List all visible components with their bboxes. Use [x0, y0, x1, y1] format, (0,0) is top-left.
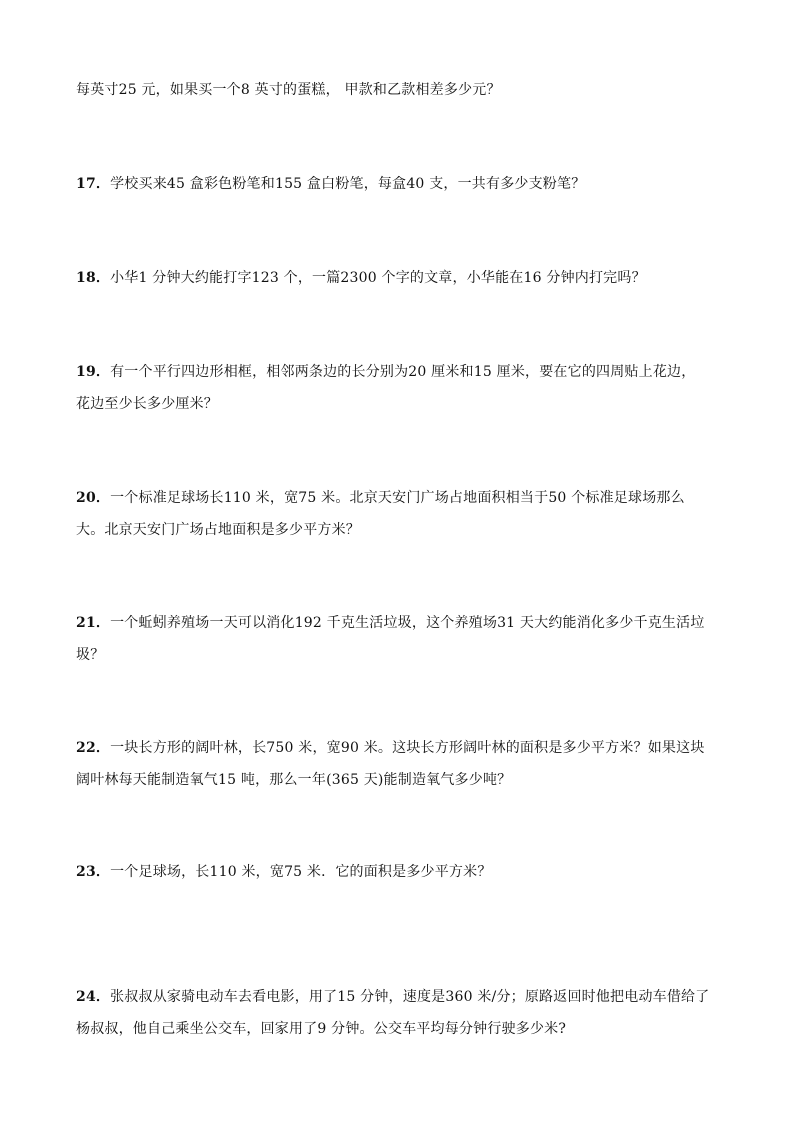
question-text: 一个蚯蚓养殖场一天可以消化192 千克生活垃圾，这个养殖场31 天大约能消化多少千克生活垃 — [110, 615, 705, 631]
question-23 — [76, 862, 726, 882]
question-text: 有一个平行四边形相框，相邻两条边的长分别为20 厘米和15 厘米，要在它的四周贴上花边， — [110, 364, 696, 380]
question-text: 学校买来45 盒彩色粉笔和155 盒白粉笔，每盒40 支，一共有多少支粉笔？ — [110, 176, 586, 192]
question-text: 一个标准足球场长110 米，宽75 米。北京天安门广场占地面积相当于50 个标准足球场那么 — [110, 490, 685, 506]
question-number-suffix: ． — [95, 490, 111, 506]
question-22 — [76, 738, 726, 758]
question-24-continuation: 杨叔叔，他自己乘坐公交车，回家用了9 分钟。公交车平均每分钟行驶多少米? — [76, 1021, 567, 1037]
question-text: 小华1 分钟大约能打字123 个，一篇2300 个字的文章，小华能在16 分钟内打完吗？ — [110, 270, 646, 286]
question-19-continuation: 花边至少长多少厘米？ — [76, 396, 218, 412]
intro-line: 每英寸25 元，如果买一个8 英寸的蛋糕， 甲款和乙款相差多少元？ — [76, 82, 501, 98]
question-number: 22 — [76, 740, 96, 756]
question-number-suffix: ． — [95, 615, 111, 631]
question-21 — [76, 613, 726, 633]
question-17 — [76, 174, 726, 194]
question-number-suffix: ． — [95, 989, 111, 1005]
question-19 — [76, 362, 726, 382]
question-18 — [76, 268, 726, 288]
question-text: 一块长方形的阔叶林，长750 米，宽90 米。这块长方形阔叶林的面积是多少平方米？如果这块 — [110, 740, 705, 756]
question-number-suffix: ． — [95, 740, 111, 756]
question-24 — [76, 987, 726, 1007]
question-number: 17 — [76, 176, 96, 192]
question-number-suffix: ． — [95, 270, 111, 286]
question-number: 23 — [76, 864, 96, 880]
question-20-continuation: 大。北京天安门广场占地面积是多少平方米？ — [76, 522, 360, 538]
question-number-suffix: ． — [95, 864, 111, 880]
question-number: 21 — [76, 615, 96, 631]
question-number: 20 — [76, 490, 96, 506]
question-number: 19 — [76, 364, 96, 380]
question-number-suffix: ． — [95, 364, 111, 380]
question-22-continuation: 阔叶林每天能制造氧气15 吨，那么一年(365 天)能制造氧气多少吨？ — [76, 772, 512, 788]
question-number: 24 — [76, 989, 96, 1005]
question-text: 一个足球场，长110 米，宽75 米．它的面积是多少平方米？ — [110, 864, 492, 880]
question-21-continuation: 圾？ — [76, 647, 105, 663]
question-20 — [76, 488, 726, 508]
question-number-suffix: ． — [95, 176, 111, 192]
question-number: 18 — [76, 270, 96, 286]
question-text: 张叔叔从家骑电动车去看电影，用了15 分钟，速度是360 米/分；原路返回时他把电动车借给了 — [110, 989, 710, 1005]
